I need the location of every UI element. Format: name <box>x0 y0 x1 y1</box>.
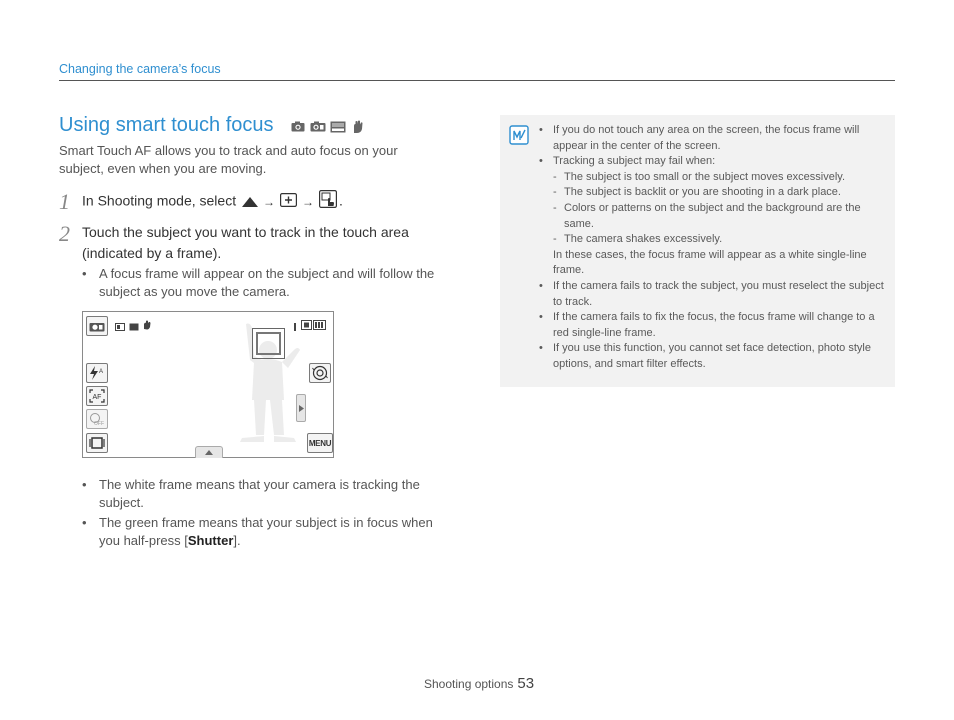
display-icon[interactable] <box>86 433 108 453</box>
camera-auto-icon <box>290 120 306 133</box>
step-number: 2 <box>59 221 70 246</box>
intro-text: Smart Touch AF allows you to track and auto focus on your subject, even when you are moving. <box>59 143 398 176</box>
frame-bullets <box>82 476 457 552</box>
dual-is-icon <box>143 317 152 335</box>
note-list <box>537 123 887 373</box>
arrow-icon: → <box>302 194 314 209</box>
focus-area-icon <box>280 192 297 213</box>
up-arrow-icon <box>242 192 258 213</box>
note-sub-item: - The subject is backlit or you are shooting in a dark place. <box>553 185 887 201</box>
note-after-text: In these cases, the focus frame will appear as a white single-line frame. <box>553 248 867 277</box>
note-item: • If you do not touch any area on the screen, the focus frame will appear in the center of the screen. <box>537 123 887 154</box>
header-rule <box>59 80 895 81</box>
step-2-bullets <box>82 265 452 303</box>
scene-mode-icon <box>330 120 346 133</box>
step-1-period: . <box>339 192 343 209</box>
step-number: 1 <box>59 189 70 214</box>
note-box <box>500 115 895 387</box>
note-icon <box>509 125 529 150</box>
note-sub-item: - Colors or patterns on the subject and the background are the same. <box>553 201 887 232</box>
image-size-icon <box>115 318 125 336</box>
page-number: 53 <box>517 675 535 692</box>
list-item: • A focus frame will appear on the subject and will follow the subject as you move the camera. <box>82 265 452 301</box>
focus-frame <box>252 328 285 359</box>
footer-label: Shooting options <box>424 677 514 691</box>
note-item: • Tracking a subject may fail when: - The subject is too small or the subject moves excessively. - The subject is backlit or you are shooting in a dark place. - Colors or patterns on the subject and the background are the same. - The camera shakes excessively. In these cases, the focus frame will appear as a white single-line frame. <box>537 154 887 279</box>
flash-auto-icon[interactable] <box>86 363 108 383</box>
running-head: Changing the camera’s focus <box>59 62 221 76</box>
quality-icon <box>129 318 139 336</box>
bottom-panel-handle[interactable] <box>195 446 223 458</box>
mode-icons <box>290 120 366 133</box>
step-1-text: In Shooting mode, select <box>82 192 237 209</box>
note-item: • If you use this function, you cannot set face detection, photo style options, and smart filter effects. <box>537 341 887 372</box>
menu-button[interactable]: MENU <box>307 433 333 453</box>
focus-frame-inner <box>256 332 281 355</box>
program-mode-icon <box>310 120 326 133</box>
svg-text:OFF: OFF <box>94 421 104 426</box>
camera-screen <box>82 311 334 458</box>
note-sub-item: - The camera shakes excessively. <box>553 232 887 248</box>
arrow-icon: → <box>263 194 275 209</box>
note-item: • If the camera fails to fix the focus, the focus frame will change to a red single-line frame. <box>537 310 887 341</box>
autofocus-icon[interactable] <box>86 386 108 406</box>
svg-text:AF: AF <box>92 394 102 401</box>
note-item: • If the camera fails to track the subject, you must reselect the subject to track. <box>537 279 887 310</box>
section-title: Using smart touch focus <box>59 114 274 136</box>
timer-off-icon[interactable] <box>86 409 108 429</box>
mode-dial-icon[interactable] <box>309 363 331 383</box>
note-sub-item: - The subject is too small or the subject moves excessively. <box>553 170 887 186</box>
note-sub-list <box>553 170 887 248</box>
dual-is-icon <box>350 120 366 133</box>
smart-touch-af-icon <box>319 190 337 214</box>
step-1 <box>82 190 343 214</box>
svg-text:A: A <box>99 369 104 375</box>
side-panel-handle[interactable] <box>296 394 306 422</box>
shutter-key-label: Shutter <box>187 533 234 548</box>
program-mode-icon[interactable] <box>86 316 108 336</box>
step-2-text: Touch the subject you want to track in the touch area (indicated by a frame). <box>82 224 409 261</box>
footer <box>424 675 534 692</box>
list-item: • The white frame means that your camera is tracking the subject. <box>82 476 457 512</box>
list-item: • The green frame means that your subject is in focus when you half-press [Shutter]. <box>82 514 457 550</box>
